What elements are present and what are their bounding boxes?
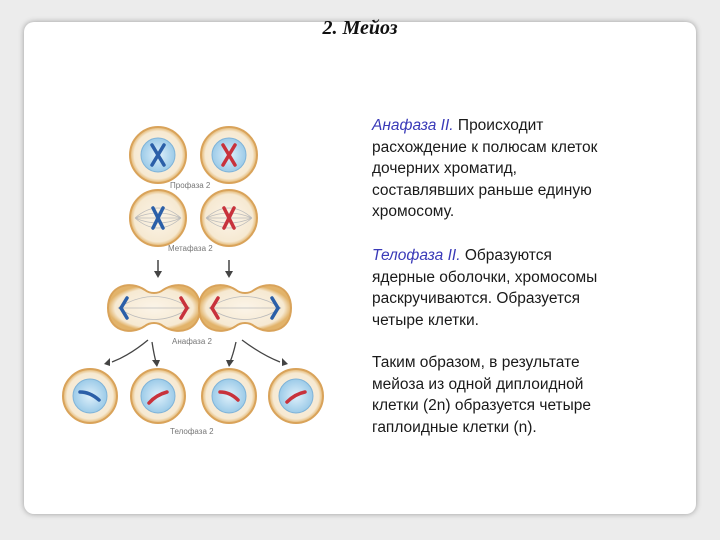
text-line: Образуются: [464, 247, 552, 264]
text-line: Происходит: [457, 117, 544, 134]
caption-anaphase: Анафаза 2: [172, 337, 212, 346]
paragraph-telophase: [372, 245, 672, 331]
telophase-cell-2: [131, 369, 185, 423]
caption-telophase: Телофаза 2: [170, 427, 214, 436]
arrow-curve-left-a: [104, 340, 148, 366]
prophase-cell-right: [201, 127, 257, 183]
text-line: клетки (2n) образуется четыре: [372, 397, 592, 414]
text-line: мейоза из одной диплоидной: [372, 375, 584, 393]
text-line: раскручиваются. Образуется: [372, 290, 581, 307]
prophase-cell-left: [130, 127, 186, 183]
slide-title: 2. Мейоз: [322, 17, 398, 39]
arrow-down-right: [225, 260, 233, 278]
arrow-curve-right-b: [242, 340, 288, 366]
arrow-curve-left-b: [152, 342, 160, 367]
text-line: составлявших раньше единую: [372, 181, 592, 199]
text-line: расхождение к полюсам клеток: [372, 138, 598, 156]
phase-name-telophase: Телофаза II.: [372, 247, 461, 264]
text-line: хромосому.: [372, 203, 455, 220]
phase-name-anaphase: Анафаза II.: [372, 117, 454, 134]
caption-prophase: Профаза 2: [170, 181, 211, 190]
text-line: Таким образом, в результате: [372, 354, 580, 371]
telophase-cell-1: [63, 369, 117, 423]
paragraph-anaphase: [372, 115, 672, 223]
text-line: дочерних хроматид,: [372, 160, 517, 177]
text-line: гаплоидные клетки (n).: [372, 418, 537, 436]
paragraph-conclusion: [372, 352, 672, 438]
text-line: ядерные оболочки, хромосомы: [372, 268, 598, 286]
anaphase-cell-right: [199, 285, 291, 331]
metaphase-cell-right: [201, 190, 257, 246]
arrow-down-left: [154, 260, 162, 278]
anaphase-cell-left: [108, 285, 200, 331]
telophase-cell-4: [269, 369, 323, 423]
metaphase-cell-left: [130, 190, 186, 246]
text-line: четыре клетки.: [372, 311, 479, 329]
arrow-curve-right-a: [226, 342, 236, 367]
telophase-cell-3: [202, 369, 256, 423]
caption-metaphase: Метафаза 2: [168, 244, 213, 253]
